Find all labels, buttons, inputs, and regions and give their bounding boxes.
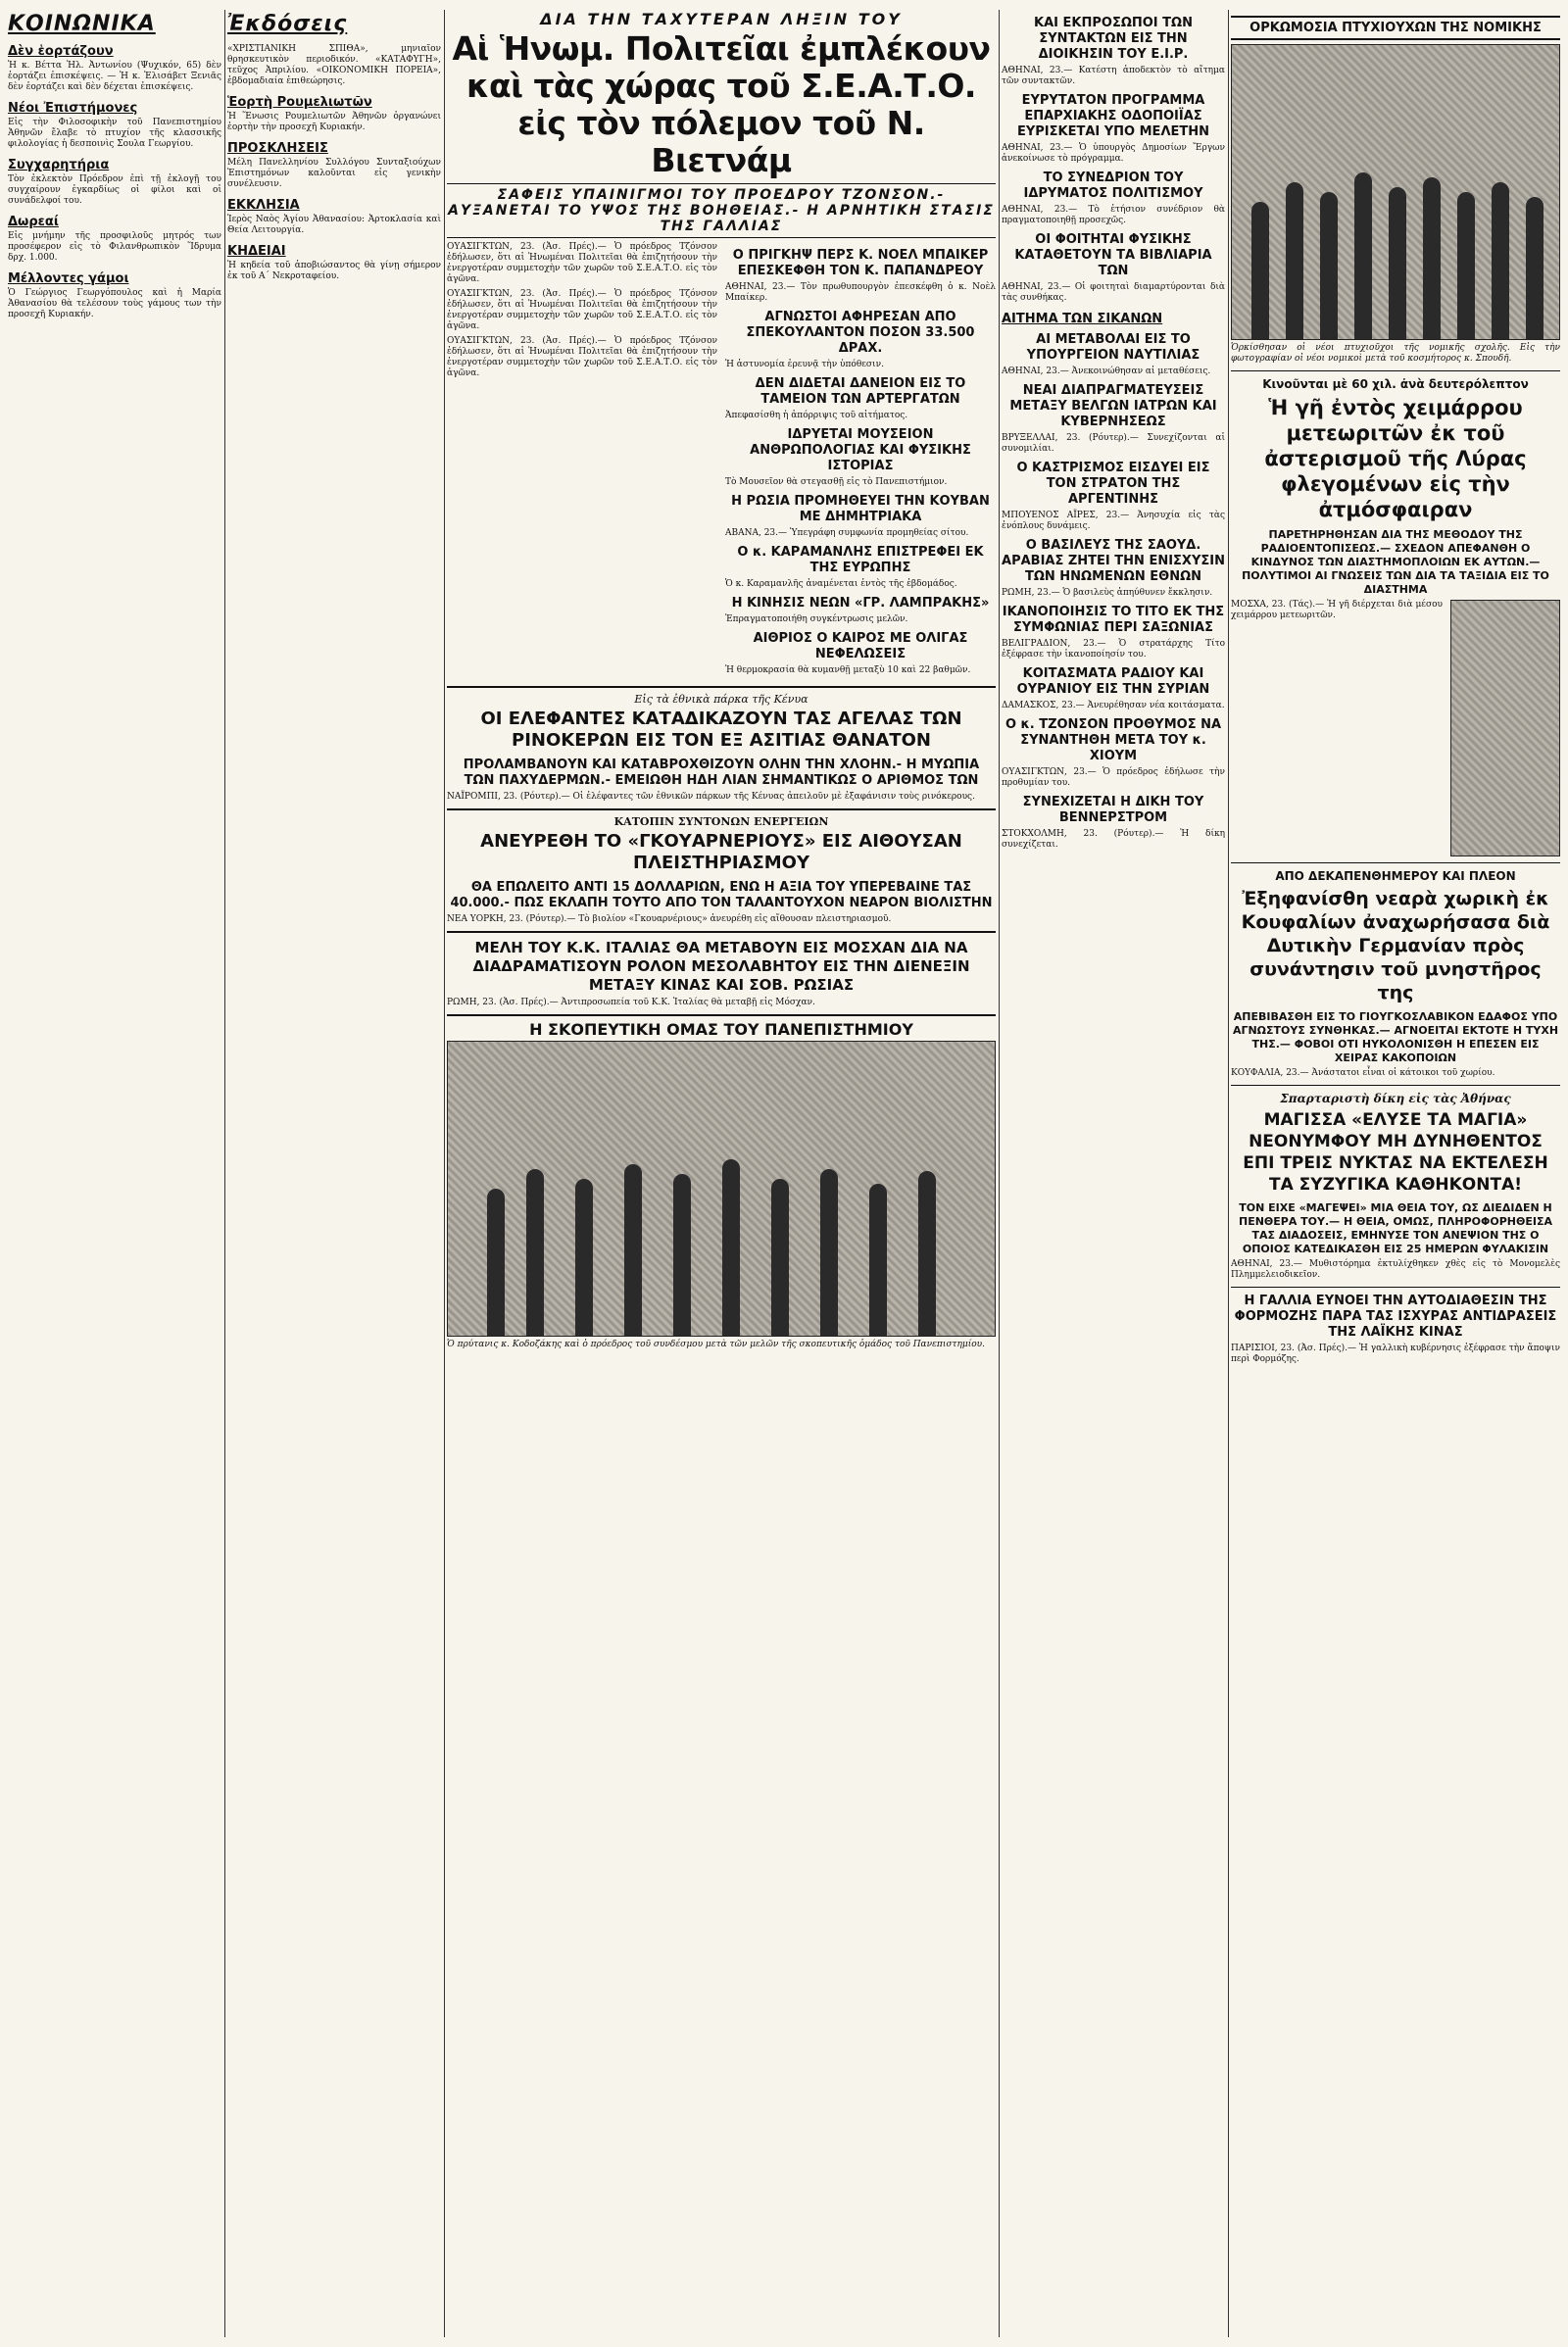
block-text: Ὁ Γεώργιος Γεωργόπουλος καὶ ἡ Μαρία Ἀθανασίου θὰ τελέσουν τοὺς γάμους των τὴν προσεχῆ Κυριακήν.: [8, 288, 221, 319]
briefs-column: [1002, 10, 1225, 2337]
block-text: Εἰς τὴν Φιλοσοφικὴν τοῦ Πανεπιστημίου Ἀθηνῶν ἔλαβε τὸ πτυχίον τῆς κλασσικῆς φιλολογίας ἡ δεσποινὶς Σουλα Γεωργίου.: [8, 118, 221, 149]
oath-headline: ΟΡΚΩΜΟΣΙΑ ΠΤΥΧΙΟΥΧΩΝ ΤΗΣ ΝΟΜΙΚΗΣ: [1231, 16, 1560, 40]
brief-headline: ΝΕΑΙ ΔΙΑΠΡΑΓΜΑΤΕΥΣΕΙΣ ΜΕΤΑΞΥ ΒΕΛΓΩΝ ΙΑΤΡΩΝ ΚΑΙ ΚΥΒΕΡΝΗΣΕΩΣ: [1009, 383, 1217, 429]
block-text: Μέλη Πανελληνίου Συλλόγου Συνταξιούχων Ἐπιστημόνων καλοῦνται εἰς γενικὴν συνέλευσιν.: [227, 158, 441, 189]
brief-headline: ΔΕΝ ΔΙΔΕΤΑΙ ΔΑΝΕΙΟΝ ΕΙΣ ΤΟ ΤΑΜΕΙΟΝ ΤΩΝ ΑΡΤΕΡΓΑΤΩΝ: [755, 376, 966, 407]
article-block: [8, 271, 221, 320]
main-news-column: [447, 10, 996, 2337]
social-column: [8, 10, 221, 2337]
block-heading: Δωρεαί: [8, 215, 59, 229]
violin-kicker: ΚΑΤΟΠΙΝ ΣΥΝΤΟΝΩΝ ΕΝΕΡΓΕΙΩΝ: [613, 815, 829, 828]
article-block: [1002, 383, 1225, 455]
article-block: [8, 101, 221, 150]
article-block: [725, 427, 996, 488]
block-text: «ΧΡΙΣΤΙΑΝΙΚΗ ΣΠΙΘΑ», μηνιαῖον θρησκευτικὸν περιοδικόν. «ΚΑΤΑΦΥΓΗ», τεῦχος Ἀπριλίου. «ΟΙΚΟΝΟΜΙΚΗ ΠΟΡΕΙΑ», ἑβδομαδιαία ἐπιθεώρησις.: [227, 44, 441, 86]
article-block: [1002, 16, 1225, 87]
article-block: [1002, 232, 1225, 304]
brief-text: ΣΤΟΚΧΟΛΜΗ, 23. (Ρόυτερ).— Ἡ δίκη συνεχίζεται.: [1002, 829, 1225, 850]
article-block: [1002, 461, 1225, 532]
brief-text: ΑΘΗΝΑΙ, 23.— Κατέστη ἀποδεκτὸν τὸ αἴτημα τῶν συντακτῶν.: [1002, 66, 1225, 86]
feature-column: [1231, 10, 1560, 2337]
kenya-deck: ΠΡΟΛΑΜΒΑΝΟΥΝ ΚΑΙ ΚΑΤΑΒΡΟΧΘΙΖΟΥΝ ΟΛΗΝ ΤΗΝ ΧΛΟΗΝ.- Η ΜΥΩΠΙΑ ΤΩΝ ΠΑΧΥΔΕΡΜΩΝ.- ΕΜΕΙΩΘΗ ΗΔΗ ΛΙΑΝ ΣΗΜΑΝΤΙΚΩΣ Ο ΑΡΙΘΜΟΣ ΤΩΝ: [463, 758, 980, 788]
violin-headline: ΑΝΕΥΡΕΘΗ ΤΟ «ΓΚΟΥΑΡΝΕΡΙΟΥΣ» ΕΙΣ ΑΙΘΟΥΣΑΝ ΠΛΕΙΣΤΗΡΙΑΣΜΟΥ: [480, 831, 962, 873]
block-text: Ἡ κηδεία τοῦ ἀποβιώσαντος θὰ γίνῃ σήμερον ἐκ τοῦ Α΄ Νεκροταφείου.: [227, 261, 441, 281]
article-block: [1002, 605, 1225, 660]
column-divider: [224, 10, 225, 2337]
violin-deck: ΘΑ ΕΠΩΛΕΙΤΟ ΑΝΤΙ 15 ΔΟΛΛΑΡΙΩΝ, ΕΝΩ Η ΑΞΙΑ ΤΟΥ ΥΠΕΡΕΒΑΙΝΕ ΤΑΣ 40.000.- ΠΩΣ ΕΚΛΑΠΗ ΤΟΥΤΟ ΑΠΟ ΤΟΝ ΤΑΛΑΝΤΟΥΧΟΝ ΝΕΑΡΟΝ ΒΙΟΛΙΣΤΗΝ: [450, 880, 993, 910]
brief-headline: ΕΥΡΥΤΑΤΟΝ ΠΡΟΓΡΑΜΜΑ ΕΠΑΡΧΙΑΚΗΣ ΟΔΟΠΟΙΪΑΣ ΕΥΡΙΣΚΕΤΑΙ ΥΠΟ ΜΕΛΕΤΗΝ: [1016, 93, 1210, 139]
block-heading: Μέλλοντες γάμοι: [8, 271, 129, 286]
meteor-photo: [1450, 600, 1560, 856]
block-text: Τὸν ἐκλεκτὸν Πρόεδρον ἐπὶ τῇ ἐκλογῇ του συγχαίρουν ἐγκαρδίως οἱ φίλοι καὶ οἱ συνάδελφοί του.: [8, 174, 221, 206]
block-heading: Νέοι Ἐπιστήμονες: [8, 101, 138, 116]
section-title: ΚΟΙΝΩΝΙΚΑ: [8, 12, 156, 36]
university-team-headline: Η ΣΚΟΠΕΥΤΙΚΗ ΟΜΑΣ ΤΟΥ ΠΑΝΕΠΙΣΤΗΜΙΟΥ: [529, 1020, 913, 1039]
article-block: [227, 244, 441, 282]
main-deck: ΣΑΦΕΙΣ ΥΠΑΙΝΙΓΜΟΙ ΤΟΥ ΠΡΟΕΔΡΟΥ ΤΖΟΝΣΟΝ.- ΑΥΞΑΝΕΤΑΙ ΤΟ ΥΨΟΣ ΤΗΣ ΒΟΗΘΕΙΑΣ.- Η ΑΡΝΗΤΙΚΗ ΣΤΑΣΙΣ ΤΗΣ ΓΑΛΛΙΑΣ: [447, 183, 996, 238]
brief-text: Ἡ θερμοκρασία θὰ κυμανθῇ μεταξὺ 10 καὶ 22 βαθμῶν.: [725, 665, 971, 675]
brief-headline: Ο κ. ΚΑΡΑΜΑΝΛΗΣ ΕΠΙΣΤΡΕΦΕΙ ΕΚ ΤΗΣ ΕΥΡΩΠΗΣ: [737, 545, 984, 575]
brief-headline: Ο ΠΡΙΓΚΗΨ ΠΕΡΣ Κ. ΝΟΕΛ ΜΠΑΙΚΕΡ ΕΠΕΣΚΕΦΘΗ ΤΟΝ Κ. ΠΑΠΑΝΔΡΕΟΥ: [732, 248, 989, 278]
decade-deck: ΑΠΕΒΙΒΑΣΘΗ ΕΙΣ ΤΟ ΓΙΟΥΓΚΟΣΛΑΒΙΚΟΝ ΕΔΑΦΟΣ ΥΠΟ ΑΓΝΩΣΤΟΥΣ ΣΥΝΘΗΚΑΣ.— ΑΓΝΟΕΙΤΑΙ ΕΚΤΟΤΕ Η ΤΥΧΗ ΤΗΣ.— ΦΟΒΟΙ ΟΤΙ ΗΥΚΟΛΟΝΙΣΘΗ Η ΕΠΕΣΕΝ ΕΙΣ ΧΕΙΡΑΣ ΚΑΚΟΠΟΙΩΝ: [1232, 1010, 1559, 1064]
main-lead: ΟΥΑΣΙΓΚΤΩΝ, 23. (Ἀσ. Πρές).— Ὁ πρόεδρος Τζόνσον ἐδήλωσεν, ὅτι αἱ Ἡνωμέναι Πολιτεῖαι θὰ ἐπιζητήσουν τὴν ἐνεργοτέραν συμμετοχὴν τῶν χωρῶν τοῦ Σ.Ε.Α.Τ.Ο. εἰς τὸν ἀγῶνα.: [447, 242, 717, 284]
article-block: [1002, 717, 1225, 789]
headline-kicker: ΔΙΑ ΤΗΝ ΤΑΧΥΤΕΡΑΝ ΛΗΞΙΝ ΤΟΥ: [540, 10, 903, 28]
brief-headline: ΣΥΝΕΧΙΖΕΤΑΙ Η ΔΙΚΗ ΤΟΥ ΒΕΝΝΕΡΣΤΡΟΜ: [1022, 795, 1204, 825]
article-block: [1002, 538, 1225, 599]
decade-kicker: ΑΠΟ ΔΕΚΑΠΕΝΘΗΜΕΡΟΥ ΚΑΙ ΠΛΕΟΝ: [1275, 869, 1516, 883]
main-lead-continued: ΟΥΑΣΙΓΚΤΩΝ, 23. (Ἀσ. Πρές).— Ὁ πρόεδρος Τζόνσον ἐδήλωσεν, ὅτι αἱ Ἡνωμέναι Πολιτεῖαι θὰ ἐπιζητήσουν τὴν ἐνεργοτέραν συμμετοχὴν τῶν χωρῶν τοῦ Σ.Ε.Α.Τ.Ο. εἰς τὸν ἀγῶνα.: [447, 289, 717, 331]
article-block: [227, 95, 441, 133]
main-headline: Αἱ Ἡνωμ. Πολιτεῖαι ἐμπλέκουν καὶ τὰς χώρας τοῦ Σ.Ε.Α.Τ.Ο. εἰς τὸν πόλεμον τοῦ Ν. Βιετνάμ: [452, 29, 991, 179]
article-block: [1002, 93, 1225, 165]
article-block: [1002, 171, 1225, 226]
article-block: [725, 596, 996, 625]
brief-text: ΒΡΥΞΕΛΛΑΙ, 23. (Ρόυτερ).— Συνεχίζονται αἱ συνομιλίαι.: [1002, 433, 1225, 454]
brief-headline: ΑΓΝΩΣΤΟΙ ΑΦΗΡΕΣΑΝ ΑΠΟ ΣΠΕΚΟΥΛΑΝΤΟΝ ΠΟΣΟΝ 33.500 ΔΡΑΧ.: [746, 310, 975, 356]
block-heading: Δὲν ἑορτάζουν: [8, 44, 114, 59]
brief-text: Ἀπεφασίσθη ἡ ἀπόρριψις τοῦ αἰτήματος.: [725, 411, 908, 420]
kenya-headline: ΟΙ ΕΛΕΦΑΝΤΕΣ ΚΑΤΑΔΙΚΑΖΟΥΝ ΤΑΣ ΑΓΕΛΑΣ ΤΩΝ ΡΙΝΟΚΕΡΩΝ ΕΙΣ ΤΟΝ ΕΞ ΑΣΙΤΙΑΣ ΘΑΝΑΤΟΝ: [480, 709, 962, 751]
article-block: [227, 44, 441, 87]
article-block: [8, 158, 221, 207]
article-block: [8, 215, 221, 264]
brief-text: ΒΕΛΙΓΡΑΔΙΟΝ, 23.— Ὁ στρατάρχης Τίτο ἐξέφρασε τὴν ἱκανοποίησίν του.: [1002, 639, 1225, 660]
block-text: Ἱερὸς Ναὸς Ἁγίου Ἀθανασίου: Ἀρτοκλασία καὶ Θεία Λειτουργία.: [227, 215, 441, 235]
brief-text: ΑΘΗΝΑΙ, 23.— Οἱ φοιτηταὶ διαμαρτύρονται διὰ τὰς συνθήκας.: [1002, 282, 1225, 303]
block-heading: ΕΚΚΛΗΣΙΑ: [227, 198, 300, 213]
violin-text: ΝΕΑ ΥΟΡΚΗ, 23. (Ρόυτερ).— Τὸ βιολίον «Γκουαρνέριους» ἀνευρέθη εἰς αἴθουσαν πλειστηριασμοῦ.: [447, 914, 892, 924]
decade-text: ΚΟΥΦΑΛΙΑ, 23.— Ἀνάστατοι εἶναι οἱ κάτοικοι τοῦ χωρίου.: [1231, 1068, 1495, 1078]
brief-text: ΑΘΗΝΑΙ, 23.— Τὸ ἐτήσιον συνέδριον θὰ πραγματοποιηθῇ προσεχῶς.: [1002, 205, 1225, 225]
university-team-photo: [447, 1041, 996, 1337]
kenya-text: ΝΑΪΡΟΜΠΙ, 23. (Ρόυτερ).— Οἱ ἐλέφαντες τῶν ἐθνικῶν πάρκων τῆς Κένυας ἀπειλοῦν μὲ ἐξαφάνισιν τοὺς ρινόκερους.: [447, 792, 975, 802]
article-block: [725, 494, 996, 539]
article-block: [1002, 666, 1225, 711]
brief-text: ΑΒΑΝΑ, 23.— Ὑπεγράφη συμφωνία προμηθείας σίτου.: [725, 528, 969, 538]
article-block: [725, 310, 996, 370]
brief-headline: ΟΙ ΦΟΙΤΗΤΑΙ ΦΥΣΙΚΗΣ ΚΑΤΑΘΕΤΟΥΝ ΤΑ ΒΙΒΛΙΑΡΙΑ ΤΩΝ: [1014, 232, 1212, 278]
column-divider: [999, 10, 1000, 2337]
sub-heading: ΑΙΤΗΜΑ ΤΩΝ ΣΙΚΑΝΩΝ: [1002, 312, 1163, 326]
block-heading: ΠΡΟΣΚΛΗΣΕΙΣ: [227, 141, 328, 156]
brief-headline: Η ΡΩΣΙΑ ΠΡΟΜΗΘΕΥΕΙ ΤΗΝ ΚΟΥΒΑΝ ΜΕ ΔΗΜΗΤΡΙΑΚΑ: [731, 494, 990, 524]
brief-text: Ἐπραγματοποιήθη συγκέντρωσις μελῶν.: [725, 614, 908, 624]
italy-text: ΡΩΜΗ, 23. (Ἀσ. Πρές).— Ἀντιπροσωπεία τοῦ Κ.Κ. Ἰταλίας θὰ μεταβῇ εἰς Μόσχαν.: [447, 998, 815, 1007]
brief-headline: Ο ΒΑΣΙΛΕΥΣ ΤΗΣ ΣΑΟΥΔ. ΑΡΑΒΙΑΣ ΖΗΤΕΙ ΤΗΝ ΕΝΙΣΧΥΣΙΝ ΤΩΝ ΗΝΩΜΕΝΩΝ ΕΘΝΩΝ: [1002, 538, 1225, 584]
oath-photo: [1231, 44, 1560, 340]
article-block: [1002, 795, 1225, 851]
article-block: [8, 44, 221, 93]
meteor-text: ΜΟΣΧΑ, 23. (Τάς).— Ἡ γῆ διέρχεται διὰ μέσου χειμάρρου μετεωριτῶν.: [1231, 600, 1443, 620]
block-heading: Συγχαρητήρια: [8, 158, 110, 172]
block-text: Ἡ Ἕνωσις Ρουμελιωτῶν Ἀθηνῶν ὀργανώνει ἑορτὴν τὴν προσεχῆ Κυριακήν.: [227, 112, 441, 132]
brief-text: Τὸ Μουσεῖον θὰ στεγασθῇ εἰς τὸ Πανεπιστήμιον.: [725, 477, 948, 487]
block-heading: Ἑορτὴ Ρουμελιωτῶν: [227, 95, 372, 110]
article-block: [725, 631, 996, 676]
brief-headline: Η ΚΙΝΗΣΙΣ ΝΕΩΝ «ΓΡ. ΛΑΜΠΡΑΚΗΣ»: [731, 596, 990, 611]
brief-text: ΡΩΜΗ, 23.— Ὁ βασιλεὺς ἀπηύθυνεν ἔκκλησιν.: [1002, 588, 1213, 598]
witch-deck: ΤΟΝ ΕΙΧΕ «ΜΑΓΕΨΕΙ» ΜΙΑ ΘΕΙΑ ΤΟΥ, ΩΣ ΔΙΕΔΙΔΕΝ Η ΠΕΝΘΕΡΑ ΤΟΥ.— Η ΘΕΙΑ, ΟΜΩΣ, ΠΛΗΡΟΦΟΡΗΘΕΙΣΑ ΤΑΣ ΔΙΑΔΟΣΕΙΣ, ΕΜΗΝΥΣΕ ΤΟΝ ΑΝΕΨΙΟΝ ΤΗΣ Ο ΟΠΟΙΟΣ ΚΑΤΕΔΙΚΑΣΘΗ ΕΙΣ 25 ΗΜΕΡΩΝ ΦΥΛΑΚΙΣΙΝ: [1238, 1201, 1552, 1255]
article-block: [227, 198, 441, 236]
formosa-text: ΠΑΡΙΣΙΟΙ, 23. (Ἀσ. Πρές).— Ἡ γαλλικὴ κυβέρνησις ἐξέφρασε τὴν ἄποψιν περὶ Φορμόζης.: [1231, 1344, 1560, 1364]
block-heading: ΚΗΔΕΙΑΙ: [227, 244, 286, 259]
brief-text: ΟΥΑΣΙΓΚΤΩΝ, 23.— Ὁ πρόεδρος ἐδήλωσε τὴν προθυμίαν του.: [1002, 767, 1225, 788]
witch-text: ΑΘΗΝΑΙ, 23.— Μυθιστόρημα ἐκτυλίχθηκεν χθὲς εἰς τὸ Μονομελὲς Πλημμελειοδικεῖον.: [1231, 1259, 1560, 1280]
brief-headline: ΚΑΙ ΕΚΠΡΟΣΩΠΟΙ ΤΩΝ ΣΥΝΤΑΚΤΩΝ ΕΙΣ ΤΗΝ ΔΙΟΙΚΗΣΙΝ ΤΟΥ Ε.Ι.Ρ.: [1034, 16, 1193, 62]
brief-headline: ΑΙΘΡΙΟΣ Ο ΚΑΙΡΟΣ ΜΕ ΟΛΙΓΑΣ ΝΕΦΕΛΩΣΕΙΣ: [753, 631, 968, 661]
formosa-headline: Η ΓΑΛΛΙΑ ΕΥΝΟΕΙ ΤΗΝ ΑΥΤΟΔΙΑΘΕΣΙΝ ΤΗΣ ΦΟΡΜΟΖΗΣ ΠΑΡΑ ΤΑΣ ΙΣΧΥΡΑΣ ΑΝΤΙΔΡΑΣΕΙΣ ΤΗΣ ΛΑΪΚΗΣ ΚΙΝΑΣ: [1234, 1294, 1557, 1340]
brief-headline: ΤΟ ΣΥΝΕΔΡΙΟΝ ΤΟΥ ΙΔΡΥΜΑΤΟΣ ΠΟΛΙΤΙΣΜΟΥ: [1023, 171, 1203, 201]
column-divider: [444, 10, 445, 2337]
brief-headline: ΚΟΙΤΑΣΜΑΤΑ ΡΑΔΙΟΥ ΚΑΙ ΟΥΡΑΝΙΟΥ ΕΙΣ ΤΗΝ ΣΥΡΙΑΝ: [1016, 666, 1210, 697]
brief-text: ΔΑΜΑΣΚΟΣ, 23.— Ἀνευρέθησαν νέα κοιτάσματα.: [1002, 701, 1225, 710]
brief-headline: ΙΚΑΝΟΠΟΙΗΣΙΣ ΤΟ ΤΙΤΟ ΕΚ ΤΗΣ ΣΥΜΦΩΝΙΑΣ ΠΕΡΙ ΣΑΞΩΝΙΑΣ: [1002, 605, 1225, 635]
decade-headline: Ἐξηφανίσθη νεαρὰ χωρικὴ ἐκ Κουφαλίων ἀναχωρήσασα διὰ Δυτικὴν Γερμανίαν πρὸς συνάντησιν τοῦ μνηστῆρος της: [1241, 888, 1550, 1003]
article-block: [725, 248, 996, 304]
witch-kicker: Σπαρταριστὴ δίκη εἰς τὰς Ἀθήνας: [1280, 1092, 1511, 1105]
brief-text: ΑΘΗΝΑΙ, 23.— Τὸν πρωθυπουργὸν ἐπεσκέφθη ὁ κ. Νοὲλ Μπαίκερ.: [725, 282, 996, 303]
brief-headline: Ο κ. ΤΖΟΝΣΟΝ ΠΡΟΘΥΜΟΣ ΝΑ ΣΥΝΑΝΤΗΘΗ ΜΕΤΑ ΤΟΥ κ. ΧΙΟΥΜ: [1004, 717, 1222, 763]
brief-headline: ΙΔΡΥΕΤΑΙ ΜΟΥΣΕΙΟΝ ΑΝΘΡΩΠΟΛΟΓΙΑΣ ΚΑΙ ΦΥΣΙΚΗΣ ΙΣΤΟΡΙΑΣ: [750, 427, 971, 473]
brief-text: ΑΘΗΝΑΙ, 23.— Ἀνεκοινώθησαν αἱ μεταθέσεις.: [1002, 367, 1211, 376]
brief-text: ΜΠΟΥΕΝΟΣ ΑΪΡΕΣ, 23.— Ἀνησυχία εἰς τὰς ἐνόπλους δυνάμεις.: [1002, 511, 1225, 531]
brief-text: Ὁ κ. Καραμανλῆς ἀναμένεται ἐντὸς τῆς ἑβδομάδος.: [725, 579, 957, 589]
announcements-column: [227, 10, 441, 2337]
article-block: [725, 376, 996, 421]
brief-text: ΑΘΗΝΑΙ, 23.— Ὁ ὑπουργὸς Δημοσίων Ἔργων ἀνεκοίνωσε τὸ πρόγραμμα.: [1002, 143, 1225, 164]
university-team-caption: Ὁ πρύτανις κ. Κοδοζάκης καὶ ὁ πρόεδρος τοῦ συνδέσμου μετὰ τῶν μελῶν τῆς σκοπευτικῆς ὁμάδος τοῦ Πανεπιστημίου.: [447, 1340, 986, 1349]
block-text: Ἡ κ. Βέττα Ἠλ. Ἀντωνίου (Ψυχικόν, 65) δὲν ἑορτάζει ἐπισκέψεις. — Ἡ κ. Ἑλισάβετ Ξενιᾶς δὲν ἑορτάζει καὶ δὲν δέχεται ἐπισκέψεις.: [8, 61, 221, 92]
section-title: Ἐκδόσεις: [227, 12, 348, 36]
article-block: [1002, 332, 1225, 377]
italy-headline: ΜΕΛΗ ΤΟΥ Κ.Κ. ΙΤΑΛΙΑΣ ΘΑ ΜΕΤΑΒΟΥΝ ΕΙΣ ΜΟΣΧΑΝ ΔΙΑ ΝΑ ΔΙΑΔΡΑΜΑΤΙΣΟΥΝ ΡΟΛΟΝ ΜΕΣΟΛΑΒΗΤΟΥ ΕΙΣ ΤΗΝ ΔΙΕΝΕΞΙΝ ΜΕΤΑΞΥ ΚΙΝΑΣ ΚΑΙ ΣΟΒ. ΡΩΣΙΑΣ: [472, 939, 970, 994]
meteor-headline: Ἡ γῆ ἐντὸς χειμάρρου μετεωριτῶν ἐκ τοῦ ἀστερισμοῦ τῆς Λύρας φλεγομένων εἰς τὴν ἀτμόσφαιραν: [1264, 396, 1527, 521]
brief-headline: Ο ΚΑΣΤΡΙΣΜΟΣ ΕΙΣΔΥΕΙ ΕΙΣ ΤΟΝ ΣΤΡΑΤΟΝ ΤΗΣ ΑΡΓΕΝΤΙΝΗΣ: [1016, 461, 1210, 507]
oath-caption: Ὁρκίσθησαν οἱ νέοι πτυχιοῦχοι τῆς νομικῆς σχολῆς. Εἰς τὴν φωτογραφίαν οἱ νέοι νομικοὶ μετὰ τοῦ κοσμήτορος κ. Σπουδῆ.: [1231, 343, 1560, 364]
kenya-kicker: Εἰς τὰ ἐθνικὰ πάρκα τῆς Κένυα: [634, 693, 808, 706]
article-block: [227, 141, 441, 190]
brief-headline: ΑΙ ΜΕΤΑΒΟΛΑΙ ΕΙΣ ΤΟ ΥΠΟΥΡΓΕΙΟΝ ΝΑΥΤΙΛΙΑΣ: [1026, 332, 1200, 363]
column-divider: [1228, 10, 1229, 2337]
meteor-kicker: Κινοῦνται μὲ 60 χιλ. ἀνὰ δευτερόλεπτον: [1262, 377, 1529, 391]
article-block: [725, 545, 996, 590]
block-text: Εἰς μνήμην τῆς προσφιλοῦς μητρός των προσέφερον εἰς τὸ Φιλανθρωπικὸν Ἵδρυμα δρχ. 1.000.: [8, 231, 221, 263]
witch-headline: ΜΑΓΙΣΣΑ «ΕΛΥΣΕ ΤΑ ΜΑΓΙΑ» ΝΕΟΝΥΜΦΟΥ ΜΗ ΔΥΝΗΘΕΝΤΟΣ ΕΠΙ ΤΡΕΙΣ ΝΥΚΤΑΣ ΝΑ ΕΚΤΕΛΕΣΗ ΤΑ ΣΥΖΥΓΙΚΑ ΚΑΘΗΚΟΝΤΑ!: [1243, 1110, 1548, 1195]
brief-text: Ἡ ἀστυνομία ἐρευνᾷ τὴν ὑπόθεσιν.: [725, 360, 884, 369]
main-lead-continued: ΟΥΑΣΙΓΚΤΩΝ, 23. (Ἀσ. Πρές).— Ὁ πρόεδρος Τζόνσον ἐδήλωσεν, ὅτι αἱ Ἡνωμέναι Πολιτεῖαι θὰ ἐπιζητήσουν τὴν ἐνεργοτέραν συμμετοχὴν τῶν χωρῶν τοῦ Σ.Ε.Α.Τ.Ο. εἰς τὸν ἀγῶνα.: [447, 336, 717, 378]
meteor-deck: ΠΑΡΕΤΗΡΗΘΗΣΑΝ ΔΙΑ ΤΗΣ ΜΕΘΟΔΟΥ ΤΗΣ ΡΑΔΙΟΕΝΤΟΠΙΣΕΩΣ.— ΣΧΕΔΟΝ ΑΠΕΦΑΝΘΗ Ο ΚΙΝΔΥΝΟΣ ΤΩΝ ΔΙΑΣΤΗΜΟΠΛΟΙΩΝ ΕΚ ΑΥΤΩΝ.— ΠΟΛΥΤΙΜΟΙ ΑΙ ΓΝΩΣΕΙΣ ΤΩΝ ΔΙΑ ΤΑ ΤΑΞΙΔΙΑ ΕΙΣ ΤΟ ΔΙΑΣΤΗΜΑ: [1242, 528, 1549, 596]
